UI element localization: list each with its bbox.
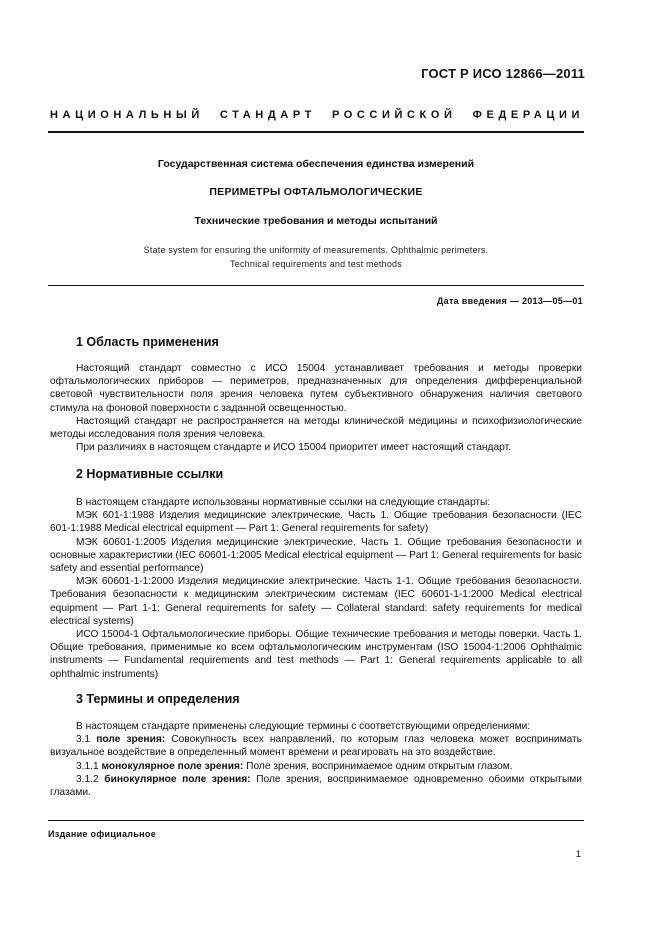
paragraph: В настоящем стандарте использованы нормативные ссылки на следующие стандарты: xyxy=(76,497,491,508)
english-title-line: State system for ensuring the uniformity of measurements. Ophthalmic perimeters. xyxy=(143,245,489,255)
term-text: Поле зрения, воспринимаемое одновременно обоими открытыми глазами. xyxy=(50,773,582,799)
paragraph: Настоящий стандарт не распространяется на методы клинической медицины и психофизиологические методы исследования поля зрения человека. xyxy=(50,415,582,441)
term-name: монокулярное поле зрения: xyxy=(101,760,244,772)
national-standard-banner xyxy=(50,109,584,121)
banner-word: СТАНДАРТ xyxy=(219,109,316,121)
page-number: 1 xyxy=(575,849,581,860)
reference-item: МЭК 60601-1:2005 Изделия медицинские электрические. Часть 1. Общие требования безопасности и основные характеристики (IEC 60601-1:2005 Medical electrical equipment — Part 1: General requirements for basic safety and essential performance) xyxy=(50,536,582,575)
section-1-body xyxy=(50,362,582,454)
banner-word: РОССИЙСКОЙ xyxy=(331,109,457,121)
section-heading: 3 Термины и определения xyxy=(76,692,240,706)
system-title: Государственная система обеспечения единства измерений xyxy=(157,158,475,170)
section-heading: 2 Нормативные ссылки xyxy=(76,467,224,481)
section-2-body xyxy=(50,496,582,681)
section-3-body xyxy=(50,720,582,799)
term-name: поле зрения: xyxy=(96,734,166,746)
english-title-line: Technical requirements and test methods xyxy=(230,259,402,269)
reference-item: ИСО 15004-1 Офтальмологические приборы. Общие технические требования и методы поверки. Часть 1. Общие требования, применимые ко всем офтальмологическим инструментам (ISO 15004-1:2006 Ophthalmic instruments — Fundamental requirements and test methods — Part 1: General requirements applicable to all ophthalmic instruments) xyxy=(50,629,582,680)
english-title xyxy=(48,243,584,271)
footer-divider xyxy=(48,820,584,821)
paragraph: В настоящем стандарте применены следующие термины с соответствующими определениями: xyxy=(76,721,531,732)
banner-word: НАЦИОНАЛЬНЫЙ xyxy=(50,109,204,121)
term-text: Поле зрения, воспринимаемое одним открытым глазом. xyxy=(243,760,513,772)
section-heading: 1 Область применения xyxy=(76,335,219,349)
reference-item: МЭК 60601-1-1:2000 Изделия медицинские электрические. Часть 1-1. Общие требования безопасности. Требования безопасности к медицинским электрическим системам (IEC 60601-1-1:2000 Medical electrical equipment — Part 1-1: General requirements for safety — Collateral standard: safety requirements for medical electrical systems) xyxy=(50,576,582,627)
term-name: бинокулярное поле зрения: xyxy=(104,773,251,785)
gost-number: ГОСТ Р ИСО 12866—2011 xyxy=(421,66,585,81)
term-number: 3.1.1 xyxy=(76,760,102,772)
term-definition xyxy=(50,733,582,759)
term-text: Совокупность всех направлений, по которым глаз человека может воспринимать визуальное воздействие в определенный момент времени и реагировать на это воздействие. xyxy=(50,734,582,759)
paragraph: Настоящий стандарт совместно с ИСО 15004 устанавливает требования и методы проверки офтальмологических приборов — периметров, предназначенных для определения дифференциальной световой чувствительности поля зрения человека путем субъективного обнаружения наличия светового стимула на фоновой поверхности с заданной освещенностью. xyxy=(50,363,582,414)
document-subtitle: Технические требования и методы испытаний xyxy=(194,215,438,227)
banner-word: ФЕДЕРАЦИИ xyxy=(472,109,584,121)
reference-item: МЭК 601-1:1988 Изделия медицинские электрические. Часть 1. Общие требования безопасности (IEC 601-1:1988 Medical electrical equipment — Part 1: General requirements for safety) xyxy=(50,510,582,535)
term-number: 3.1.2 xyxy=(76,773,105,785)
introduction-date: Дата введения — 2013—05—01 xyxy=(436,296,583,306)
term-number: 3.1 xyxy=(76,734,97,746)
header-divider xyxy=(48,131,584,133)
term-definition xyxy=(50,760,582,773)
title-divider xyxy=(48,285,584,286)
document-title: ПЕРИМЕТРЫ ОФТАЛЬМОЛОГИЧЕСКИЕ xyxy=(209,186,423,198)
paragraph: При различиях в настоящем стандарте и ИСО 15004 приоритет имеет настоящий стандарт. xyxy=(76,442,511,454)
edition-label: Издание официальное xyxy=(48,829,157,839)
term-definition xyxy=(50,773,582,799)
